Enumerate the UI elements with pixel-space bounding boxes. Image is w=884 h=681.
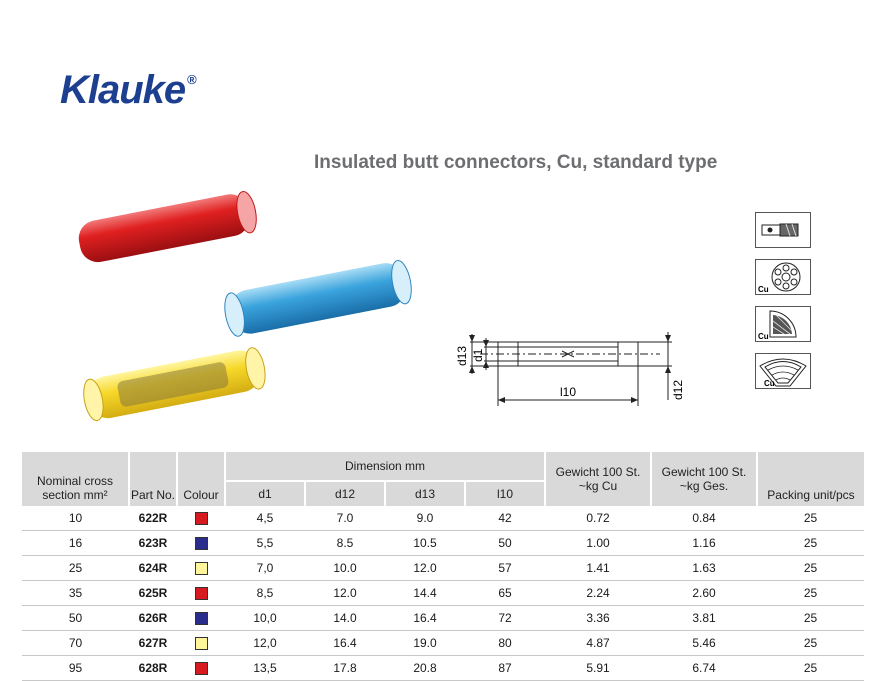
header-d1: d1 (225, 481, 305, 506)
cell-l10: 50 (465, 531, 545, 556)
brand-logo-text: Klauke (60, 68, 186, 112)
cell-nominal: 35 (22, 581, 129, 606)
cu-sector-conductor-icon (755, 306, 811, 342)
cell-weight-ges: 1.16 (651, 531, 757, 556)
colour-swatch (195, 612, 208, 625)
cell-part: 622R (129, 506, 177, 531)
cell-l10: 87 (465, 656, 545, 681)
cell-d12: 10.0 (305, 556, 385, 581)
cell-part: 624R (129, 556, 177, 581)
table-row (22, 656, 864, 681)
label-d13: d13 (455, 345, 469, 366)
header-colour: Colour (177, 452, 225, 506)
label-l10: l10 (560, 385, 577, 399)
cell-part: 626R (129, 606, 177, 631)
header-d13: d13 (385, 481, 465, 506)
cell-part: 628R (129, 656, 177, 681)
cell-weight-cu: 2.24 (545, 581, 651, 606)
cu-label: Cu (764, 379, 775, 388)
header-l10: l10 (465, 481, 545, 506)
cell-d13: 10.5 (385, 531, 465, 556)
dimension-drawing (440, 318, 690, 418)
cell-d13: 20.8 (385, 656, 465, 681)
cell-colour (177, 556, 225, 581)
cell-colour (177, 581, 225, 606)
cell-weight-ges: 2.60 (651, 581, 757, 606)
product-image (60, 180, 420, 440)
cell-d12: 12.0 (305, 581, 385, 606)
cell-d13: 12.0 (385, 556, 465, 581)
cell-d13: 19.0 (385, 631, 465, 656)
cell-nominal: 95 (22, 656, 129, 681)
cell-weight-cu: 1.41 (545, 556, 651, 581)
conductor-icons (755, 212, 811, 400)
cell-part: 627R (129, 631, 177, 656)
page-title: Insulated butt connectors, Cu, standard type (314, 152, 718, 173)
product-table (22, 452, 864, 681)
cell-d1: 8,5 (225, 581, 305, 606)
cell-l10: 57 (465, 556, 545, 581)
cu-label: Cu (758, 285, 769, 294)
cu-label: Cu (758, 332, 769, 341)
header-weight-cu: Gewicht 100 St. ~kg Cu (545, 452, 651, 506)
header-weight-ges: Gewicht 100 St. ~kg Ges. (651, 452, 757, 506)
table-body (22, 506, 864, 681)
cell-weight-cu: 0.72 (545, 506, 651, 531)
cable-lug-icon (755, 212, 811, 248)
registered-mark: ® (187, 72, 196, 87)
cu-round-conductor-icon (755, 259, 811, 295)
cell-nominal: 70 (22, 631, 129, 656)
cell-packing: 25 (757, 531, 864, 556)
table-row (22, 631, 864, 656)
colour-swatch (195, 537, 208, 550)
colour-swatch (195, 587, 208, 600)
cell-nominal: 50 (22, 606, 129, 631)
cell-d1: 4,5 (225, 506, 305, 531)
colour-swatch (195, 662, 208, 675)
cell-colour (177, 531, 225, 556)
cell-d1: 13,5 (225, 656, 305, 681)
cell-weight-ges: 6.74 (651, 656, 757, 681)
table-row (22, 531, 864, 556)
cell-weight-cu: 5.91 (545, 656, 651, 681)
cell-weight-ges: 1.63 (651, 556, 757, 581)
cu-sector-stranded-icon (755, 353, 811, 389)
cell-d12: 14.0 (305, 606, 385, 631)
cell-part: 625R (129, 581, 177, 606)
colour-swatch (195, 637, 208, 650)
cell-d1: 12,0 (225, 631, 305, 656)
cell-nominal: 25 (22, 556, 129, 581)
label-d12: d12 (671, 379, 685, 400)
cell-l10: 65 (465, 581, 545, 606)
cell-weight-cu: 3.36 (545, 606, 651, 631)
cell-colour (177, 506, 225, 531)
cell-d1: 7,0 (225, 556, 305, 581)
colour-swatch (195, 512, 208, 525)
red-connector (76, 190, 260, 265)
cell-nominal: 16 (22, 531, 129, 556)
cell-nominal: 10 (22, 506, 129, 531)
blue-connector (222, 259, 415, 338)
cell-d1: 10,0 (225, 606, 305, 631)
yellow-connector (81, 346, 269, 422)
cell-d12: 8.5 (305, 531, 385, 556)
header-dimension: Dimension mm (225, 452, 545, 481)
colour-swatch (195, 562, 208, 575)
table-row (22, 556, 864, 581)
table-row (22, 581, 864, 606)
cell-l10: 80 (465, 631, 545, 656)
table-row (22, 606, 864, 631)
cell-weight-cu: 4.87 (545, 631, 651, 656)
cell-packing: 25 (757, 581, 864, 606)
cell-d1: 5,5 (225, 531, 305, 556)
cell-packing: 25 (757, 506, 864, 531)
header-nominal: Nominal cross section mm² (22, 452, 129, 506)
cell-d13: 16.4 (385, 606, 465, 631)
cell-colour (177, 656, 225, 681)
label-d1: d1 (471, 348, 485, 362)
cell-d12: 17.8 (305, 656, 385, 681)
cell-packing: 25 (757, 656, 864, 681)
cell-weight-ges: 5.46 (651, 631, 757, 656)
cell-d12: 7.0 (305, 506, 385, 531)
cell-l10: 72 (465, 606, 545, 631)
cell-weight-cu: 1.00 (545, 531, 651, 556)
cell-weight-ges: 3.81 (651, 606, 757, 631)
cell-colour (177, 606, 225, 631)
cell-packing: 25 (757, 556, 864, 581)
cell-packing: 25 (757, 606, 864, 631)
cell-part: 623R (129, 531, 177, 556)
cell-colour (177, 631, 225, 656)
header-part: Part No. (129, 452, 177, 506)
cell-d12: 16.4 (305, 631, 385, 656)
cell-packing: 25 (757, 631, 864, 656)
cell-l10: 42 (465, 506, 545, 531)
brand-logo (60, 68, 196, 113)
cell-d13: 9.0 (385, 506, 465, 531)
table-row (22, 506, 864, 531)
cell-d13: 14.4 (385, 581, 465, 606)
cell-weight-ges: 0.84 (651, 506, 757, 531)
header-packing: Packing unit/pcs (757, 452, 864, 506)
header-d12: d12 (305, 481, 385, 506)
